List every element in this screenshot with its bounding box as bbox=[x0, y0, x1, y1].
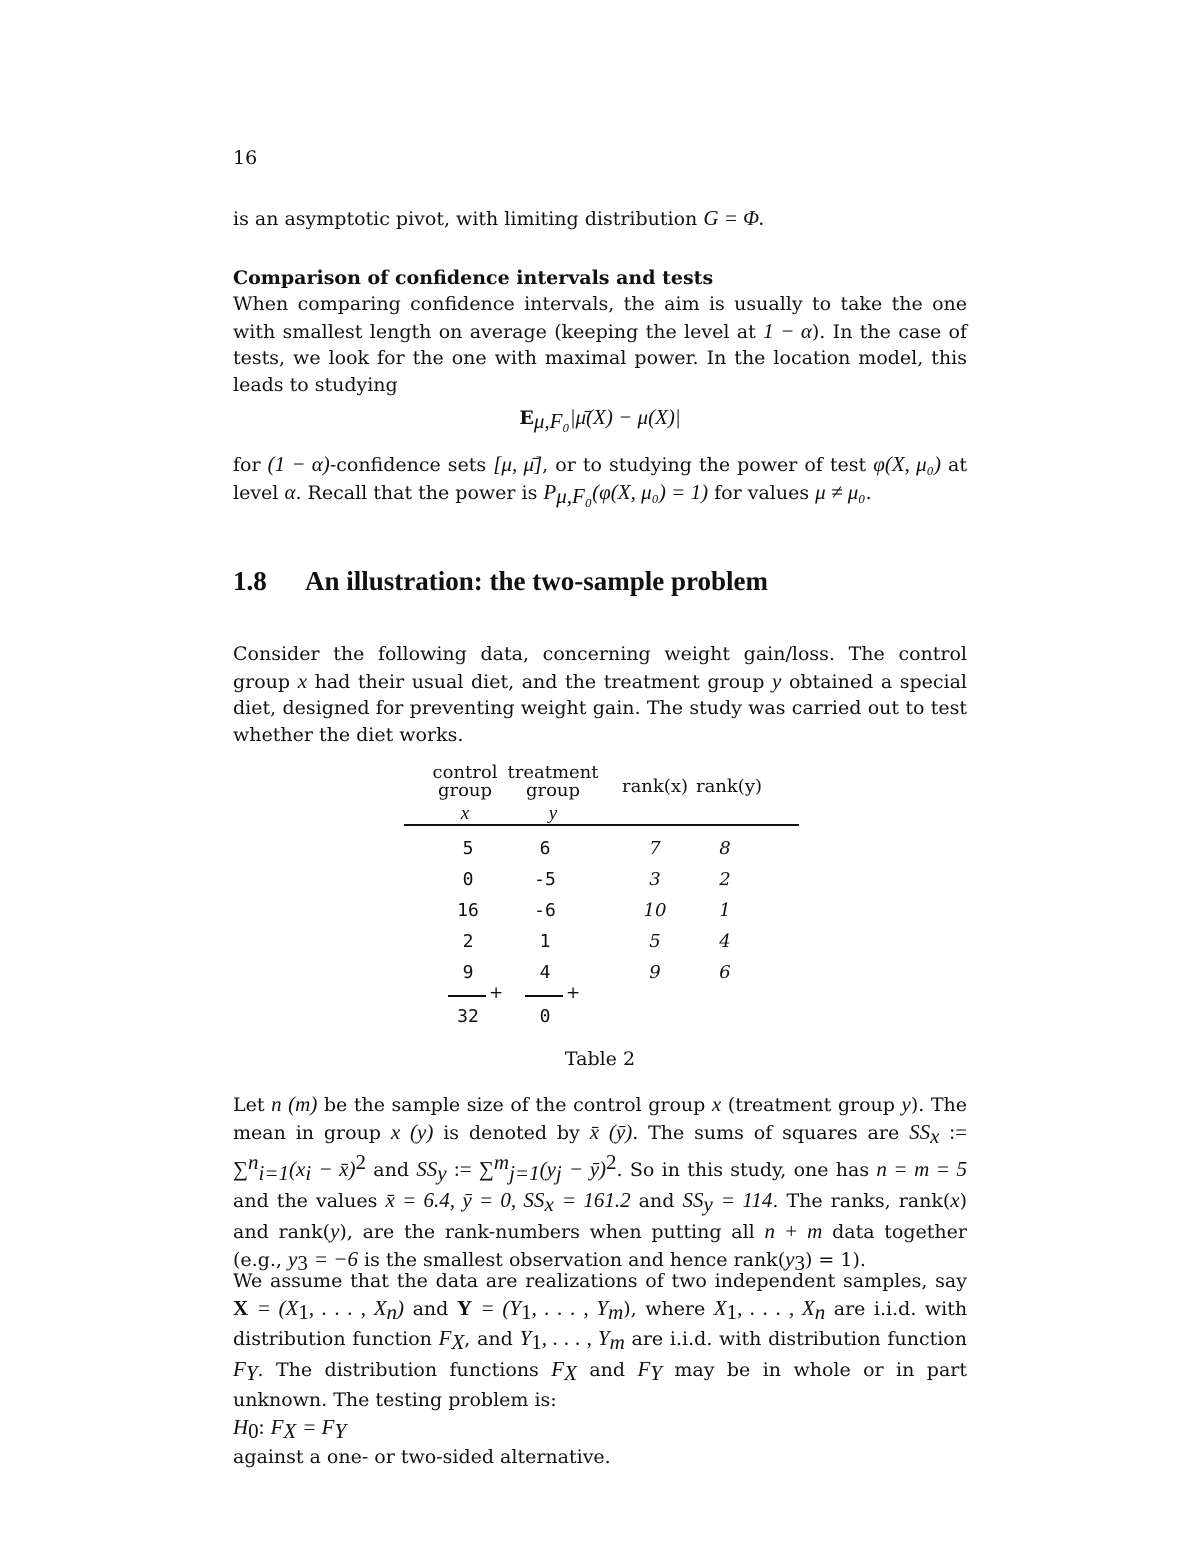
text: ) = 1). bbox=[804, 1248, 866, 1271]
math: x bbox=[950, 1188, 960, 1213]
text: We assume that the data are realizations of two independent samples, say bbox=[233, 1270, 967, 1292]
text: against a one- or two-sided alternative. bbox=[233, 1446, 611, 1469]
math: (y bbox=[539, 1157, 556, 1182]
table-cell-y: 1 bbox=[539, 931, 551, 952]
math: x bbox=[390, 1119, 401, 1144]
text: and bbox=[373, 1159, 409, 1182]
math-sub: y bbox=[437, 1161, 447, 1186]
table-cell-rx: 5 bbox=[649, 931, 661, 952]
math-sub: 0 bbox=[248, 1418, 259, 1443]
text: are i.i.d. with distribution function bbox=[233, 1297, 968, 1351]
text: -confidence sets bbox=[329, 454, 487, 476]
math: X bbox=[713, 1295, 727, 1320]
math: (φ(X, μ₀) = 1) bbox=[592, 479, 709, 504]
text: . bbox=[865, 481, 872, 504]
text: ), are the rank-numbers when putting all bbox=[339, 1220, 755, 1243]
math: P bbox=[543, 479, 557, 504]
text: be the sample size of the control group bbox=[323, 1094, 706, 1116]
table-cell-rx: 10 bbox=[643, 900, 667, 921]
header-control bbox=[425, 764, 505, 823]
plus-x: + bbox=[489, 983, 504, 1003]
text: and the values bbox=[233, 1190, 378, 1213]
math-sub: Y bbox=[650, 1361, 662, 1386]
expectation-symbol: E bbox=[519, 407, 534, 429]
math: F bbox=[438, 1326, 452, 1351]
page-number: 16 bbox=[233, 147, 258, 169]
text: ), where bbox=[623, 1297, 706, 1320]
math-sup: m bbox=[493, 1150, 510, 1175]
header-line: x bbox=[460, 803, 470, 824]
math: = (Y bbox=[480, 1295, 522, 1320]
math-sub: X bbox=[283, 1418, 297, 1443]
math: Y bbox=[519, 1326, 532, 1351]
math: = (X bbox=[256, 1295, 299, 1320]
math-sub: x bbox=[930, 1123, 940, 1148]
text: . The sums of squares are bbox=[632, 1121, 900, 1144]
math: X bbox=[233, 1295, 249, 1320]
math-sub: j bbox=[555, 1161, 562, 1186]
subsection-heading: Comparison of confidence intervals and tests bbox=[233, 267, 714, 289]
text: obtained a special diet, designed for preventing weight gain. The study was carried out to test whether the diet works. bbox=[233, 670, 968, 747]
paragraph-assumption bbox=[233, 1268, 967, 1471]
math: y bbox=[288, 1246, 298, 1271]
header-line: control bbox=[432, 762, 498, 783]
table-cell-rx: 7 bbox=[649, 838, 661, 859]
math-sub: y bbox=[703, 1192, 713, 1217]
math: − ȳ) bbox=[569, 1157, 607, 1182]
text: and bbox=[589, 1359, 626, 1382]
math-sub: i bbox=[305, 1161, 312, 1186]
math: μ ≠ μ₀ bbox=[815, 479, 866, 504]
math-sub: i=1 bbox=[258, 1161, 289, 1186]
math: (ȳ) bbox=[608, 1119, 633, 1144]
math-sub: 3 bbox=[794, 1250, 805, 1275]
text: . The ranks, rank( bbox=[772, 1190, 951, 1213]
table-cell-y: -5 bbox=[534, 869, 556, 890]
math-sub: n bbox=[814, 1299, 826, 1324]
header-line: treatment bbox=[507, 762, 599, 783]
sum-line-x bbox=[448, 995, 486, 997]
math: y bbox=[901, 1092, 911, 1116]
math: [μ, μ̄] bbox=[493, 452, 543, 476]
pivot-formula: G = Φ. bbox=[703, 206, 765, 230]
table-cell-x: 5 bbox=[462, 838, 474, 859]
text: . So in this study, one has bbox=[616, 1159, 870, 1182]
header-line: group bbox=[525, 780, 581, 801]
math: F bbox=[270, 1414, 284, 1439]
table-cell-y: 6 bbox=[539, 838, 551, 859]
section-number: 1.8 bbox=[233, 566, 267, 596]
math: = F bbox=[302, 1414, 335, 1439]
table-cell-ry: 2 bbox=[719, 869, 731, 890]
display-formula bbox=[233, 405, 967, 434]
math: = 114 bbox=[720, 1188, 773, 1213]
text: and bbox=[412, 1297, 449, 1320]
section-title-text: An illustration: the two-sample problem bbox=[305, 566, 768, 596]
math: , . . . , X bbox=[737, 1295, 815, 1320]
comparison-text-2: ). In the case of tests, we look for the one with maximal power. In the location model, this leads to studying bbox=[233, 320, 968, 397]
math: SS bbox=[909, 1119, 931, 1144]
math: (x bbox=[289, 1157, 306, 1182]
math: Y bbox=[456, 1295, 472, 1320]
text: at level bbox=[233, 454, 967, 504]
header-rank-x: rank(x) bbox=[621, 776, 689, 797]
math-sub: j=1 bbox=[509, 1161, 540, 1186]
pivot-sentence: is an asymptotic pivot, with limiting distribution bbox=[233, 208, 698, 230]
table-rule bbox=[404, 824, 799, 826]
table-cell-ry: 4 bbox=[719, 931, 731, 952]
table-cell-y: 4 bbox=[539, 962, 551, 983]
text: are i.i.d. with distribution function bbox=[631, 1328, 967, 1351]
text: , and bbox=[464, 1328, 513, 1351]
math: := bbox=[453, 1157, 472, 1182]
math-sup: 2 bbox=[355, 1150, 366, 1175]
paragraph-notation bbox=[233, 1091, 967, 1276]
math: − x̄) bbox=[318, 1157, 356, 1182]
math: , . . . , Y bbox=[531, 1295, 609, 1320]
math: (y) bbox=[410, 1119, 434, 1144]
math: x bbox=[711, 1092, 722, 1116]
math: F bbox=[637, 1357, 651, 1382]
math: ) bbox=[397, 1295, 405, 1320]
text: and bbox=[638, 1190, 675, 1213]
math: F bbox=[551, 1357, 565, 1382]
text: ). The mean in group bbox=[233, 1094, 967, 1144]
text: . The distribution functions bbox=[257, 1359, 539, 1382]
math: (m) bbox=[288, 1092, 318, 1116]
table-cell-ry: 1 bbox=[719, 900, 731, 921]
plus-y: + bbox=[566, 983, 581, 1003]
math-sub: m bbox=[609, 1330, 625, 1355]
header-rank-y: rank(y) bbox=[695, 776, 763, 797]
math: y bbox=[785, 1246, 795, 1271]
sum-y: 0 bbox=[539, 1006, 551, 1027]
table-cell-rx: 9 bbox=[649, 962, 661, 983]
table-cell-x: 16 bbox=[457, 900, 479, 921]
comparison-text-1: When comparing confidence intervals, the aim is usually to take the one with smallest length on average (keeping the level at bbox=[233, 293, 967, 343]
math: , . . . , Y bbox=[541, 1326, 610, 1351]
text: Let bbox=[233, 1094, 265, 1116]
paragraph-comparison bbox=[233, 291, 967, 399]
paragraph-data bbox=[233, 641, 967, 749]
text: had their usual diet, and the treatment group bbox=[314, 670, 765, 693]
math: n + m bbox=[764, 1218, 823, 1243]
header-treatment bbox=[503, 764, 603, 823]
math-sub: 1 bbox=[521, 1299, 532, 1324]
math: SS bbox=[682, 1188, 704, 1213]
math: (1 − α) bbox=[267, 452, 330, 476]
table-cell-ry: 6 bbox=[719, 962, 731, 983]
text: for bbox=[233, 454, 261, 476]
text: , or to studying the power of test bbox=[542, 454, 867, 476]
math: H bbox=[233, 1414, 249, 1439]
math-sub: 1 bbox=[531, 1330, 542, 1355]
table-cell-rx: 3 bbox=[649, 869, 661, 890]
table-caption: Table 2 bbox=[564, 1048, 636, 1070]
level-formula: 1 − α bbox=[763, 318, 812, 343]
math-sub: 1 bbox=[726, 1299, 738, 1324]
math-sup: n bbox=[247, 1150, 259, 1175]
math: x̄ bbox=[589, 1119, 600, 1144]
sum-x: 32 bbox=[457, 1006, 479, 1027]
table-cell-x: 0 bbox=[462, 869, 474, 890]
formula-body: |μ̄(X) − μ(X)| bbox=[569, 405, 681, 429]
table-cell-x: 2 bbox=[462, 931, 474, 952]
math: ∑ bbox=[233, 1157, 248, 1182]
math-sup: 2 bbox=[606, 1150, 617, 1175]
math-sub: Y bbox=[334, 1418, 347, 1443]
text: . Recall that the power is bbox=[295, 481, 538, 504]
math: α bbox=[284, 479, 296, 504]
math: y bbox=[772, 668, 782, 693]
header-line: group bbox=[437, 780, 493, 801]
math: n = m = 5 bbox=[876, 1157, 967, 1182]
math-sub: X bbox=[564, 1361, 577, 1386]
text: data together (e.g., bbox=[233, 1220, 967, 1271]
text: for values bbox=[714, 481, 810, 504]
math: F bbox=[233, 1357, 246, 1382]
text: may be in whole or in part unknown. The testing problem is: bbox=[233, 1359, 967, 1411]
text: ) and rank( bbox=[233, 1190, 968, 1243]
sum-line-y bbox=[525, 995, 563, 997]
math-sub: m bbox=[608, 1299, 624, 1324]
paragraph-pivot bbox=[233, 205, 967, 233]
expectation-subscript: μ,F₀ bbox=[533, 409, 570, 433]
table-cell-y: -6 bbox=[534, 900, 556, 921]
math-sub: Y bbox=[245, 1361, 258, 1386]
math: = −6 bbox=[313, 1246, 358, 1271]
table-cell-ry: 8 bbox=[719, 838, 731, 859]
math-sub: X bbox=[451, 1330, 465, 1355]
text: (treatment group bbox=[727, 1094, 895, 1116]
paragraph-power bbox=[233, 451, 967, 509]
math-sub: 3 bbox=[297, 1250, 308, 1275]
math-sub: μ,F₀ bbox=[556, 483, 593, 508]
math-sub: x bbox=[544, 1192, 554, 1217]
math: ∑ bbox=[478, 1157, 494, 1182]
math-sub: n bbox=[386, 1299, 398, 1324]
section-title bbox=[233, 566, 768, 597]
text: is denoted by bbox=[443, 1121, 580, 1144]
math-sub: 1 bbox=[298, 1299, 309, 1324]
math: , . . . , X bbox=[308, 1295, 387, 1320]
math: SS bbox=[416, 1157, 438, 1182]
math: x bbox=[297, 668, 308, 693]
table-cell-x: 9 bbox=[462, 962, 474, 983]
text: Consider the following data, concerning weight gain/loss. The control group bbox=[233, 643, 967, 693]
header-line: y bbox=[548, 803, 558, 824]
math: φ(X, μ₀) bbox=[873, 452, 941, 476]
math: : bbox=[258, 1414, 265, 1439]
math: n bbox=[271, 1092, 282, 1116]
math: y bbox=[330, 1218, 340, 1243]
text: is the smallest observation and hence rank( bbox=[364, 1248, 786, 1271]
math: = 161.2 bbox=[561, 1188, 631, 1213]
math: := bbox=[949, 1119, 967, 1144]
math: x̄ = 6.4, ȳ = 0, SS bbox=[385, 1188, 545, 1213]
